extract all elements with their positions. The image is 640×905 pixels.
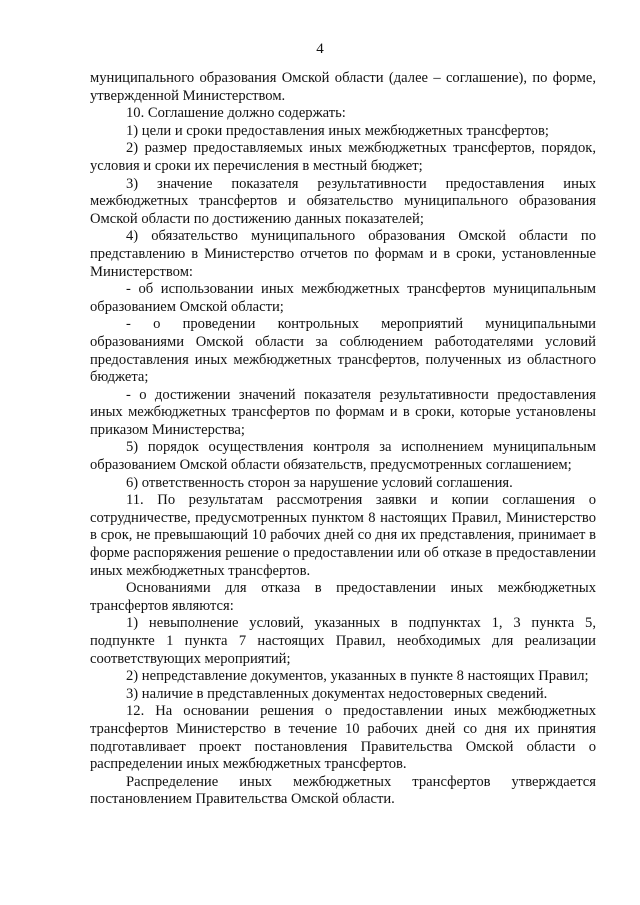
paragraph-dash-1: - об использовании иных межбюджетных трансфертов муниципальным образованием Омской области; — [90, 281, 596, 315]
paragraph-refusal-1: 1) невыполнение условий, указанных в подпунктах 1, 3 пункта 5, подпункте 1 пункта 7 настоящих Правил, необходимых для реализации соответствующих мероприятий; — [90, 615, 596, 667]
paragraph-sub-2: 2) размер предоставляемых иных межбюджетных трансфертов, порядок, условия и сроки их перечисления в местный бюджет; — [90, 140, 596, 174]
paragraph-refusal-3: 3) наличие в представленных документах недостоверных сведений. — [126, 685, 548, 702]
page-number: 4 — [316, 41, 324, 57]
paragraph-sub-6: 6) ответственность сторон за нарушение условий соглашения. — [126, 474, 513, 491]
paragraph-sub-1: 1) цели и сроки предоставления иных межбюджетных трансфертов; — [126, 122, 549, 139]
paragraph-sub-4: 4) обязательство муниципального образования Омской области по представлению в Министерство отчетов по формам и в сроки, установленные Министерством: — [90, 228, 596, 280]
paragraph-item-11: 11. По результатам рассмотрения заявки и копии соглашения о сотрудничестве, предусмотренных пунктом 8 настоящих Правил, Министерство в срок, не превышающий 10 рабочих дней со дня их представления, принимает в форме распоряжения решение о предоставлении или об отказе в предоставлении иных межбюджетных трансфертов. — [90, 492, 596, 579]
paragraph-dash-3: - о достижении значений показателя результативности предоставления иных межбюджетных трансфертов по формам и в сроки, которые установлены приказом Министерства; — [90, 386, 596, 438]
paragraph-item-12: 12. На основании решения о предоставлении иных межбюджетных трансфертов Министерство в течение 10 рабочих дней со дня их принятия подготавливает проект постановления Правительства Омской области о распределении иных межбюджетных трансфертов. — [90, 703, 596, 773]
paragraph-refusal-grounds: Основаниями для отказа в предоставлении иных межбюджетных трансфертов являются: — [90, 580, 596, 614]
paragraph-sub-3: 3) значение показателя результативности предоставления иных межбюджетных трансфертов и обязательство муниципального образования Омской области по достижению данных показателей; — [90, 175, 596, 227]
paragraph-refusal-2: 2) непредставление документов, указанных в пункте 8 настоящих Правил; — [126, 668, 589, 685]
paragraph-sub-5: 5) порядок осуществления контроля за исполнением муниципальным образованием Омской области обязательств, предусмотренных соглашением; — [90, 439, 596, 474]
paragraph-item-10: 10. Соглашение должно содержать: — [126, 105, 346, 122]
paragraph-continuation: муниципального образования Омской области (далее – соглашение), по форме, утвержденной Министерством. — [90, 70, 596, 104]
document-body — [90, 70, 596, 809]
paragraph-dash-2: - о проведении контрольных мероприятий муниципальными образованиями Омской области за соблюдением работодателями условий предоставления иных межбюджетных трансфертов, полученных из областного бюджета; — [90, 316, 596, 386]
paragraph-distribution: Распределение иных межбюджетных трансфертов утверждается постановлением Правительства Омской области. — [90, 773, 596, 808]
